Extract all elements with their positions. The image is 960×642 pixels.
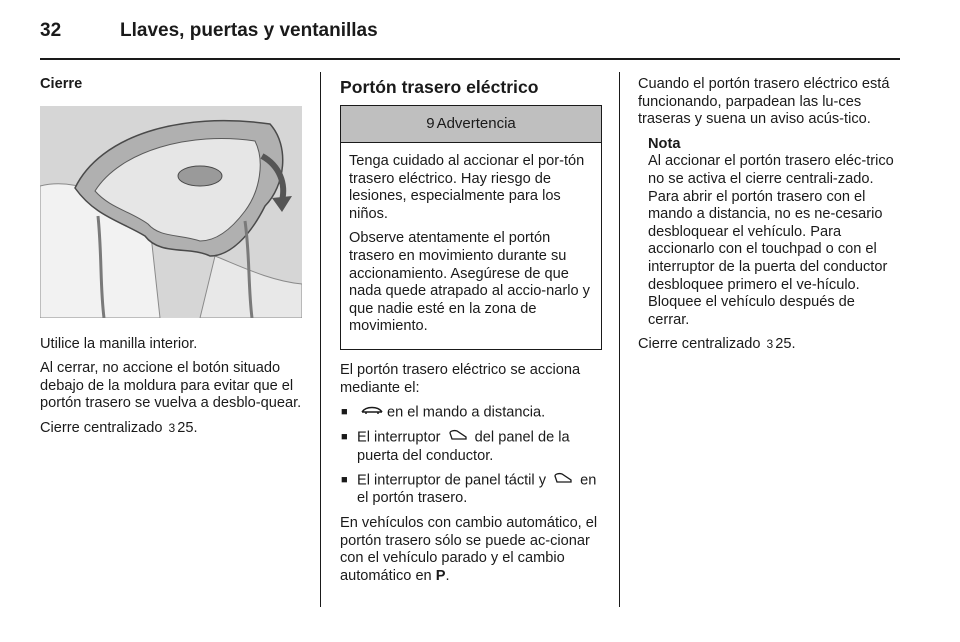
tailgate-switch-icon <box>553 472 573 490</box>
warning-body <box>341 143 601 349</box>
header-rule <box>40 58 900 60</box>
tailgate-interior-handle-illustration <box>40 106 302 318</box>
bullet-icon: ■ <box>341 431 348 444</box>
list-item <box>340 404 602 422</box>
paragraph-text: En vehículos con cambio automático, el portón trasero sólo se puede ac-cionar con el vehículo parado y el cambio automático en <box>340 515 598 584</box>
xref-page: 25. <box>177 419 198 436</box>
paragraph <box>340 515 602 585</box>
note-label: Nota <box>648 135 681 152</box>
tailgate-switch-icon <box>448 429 468 447</box>
list-item-text: El interruptor de panel táctil y <box>357 472 547 489</box>
note-text: Al accionar el portón trasero eléc-trico no se activa el cierre centrali-zado. Para abrir el portón trasero con el mando a distancia, no es ne-cesario desbloquear el vehículo. Para accionarlo con el touchpad o con el interruptor de la puerta del conductor desbloquee primero el ve-hículo. Bloquee el vehículo después de cerrar. <box>648 153 894 328</box>
note-block <box>638 136 900 330</box>
section-heading-cierre: Cierre <box>40 76 83 92</box>
paragraph-end: . <box>445 567 450 584</box>
paragraph: El portón trasero eléctrico se acciona mediante el: <box>340 361 581 396</box>
warning-header <box>341 106 601 143</box>
list-item-text: en el mando a distancia. <box>387 404 546 421</box>
list-item-text: del panel de la puerta del conductor. <box>357 430 570 464</box>
column-3 <box>638 76 900 361</box>
cross-reference <box>638 336 900 354</box>
list-item <box>340 429 602 465</box>
page-title: Llaves, puertas y ventanillas <box>120 20 378 41</box>
bullet-icon: ■ <box>341 406 348 419</box>
warning-title: Advertencia <box>436 115 516 132</box>
warning-paragraph: Tenga cuidado al accionar el por-tón trasero eléctrico. Hay riesgo de lesiones, especialmente para los niños. <box>349 153 585 222</box>
list-item-text: en el portón trasero. <box>357 472 597 507</box>
column-divider <box>320 72 321 607</box>
warning-paragraph: Observe atentamente el portón trasero en movimiento durante su accionamiento. Asegúrese de que nada quede atrapado al accio-narlo y que nadie esté en la zona de movimiento. <box>349 230 590 335</box>
bullet-icon: ■ <box>341 474 348 487</box>
paragraph: Utilice la manilla interior. <box>40 335 198 352</box>
tailgate-remote-icon <box>360 404 384 422</box>
section-heading-porton: Portón trasero eléctrico <box>340 77 539 97</box>
paragraph: Cuando el portón trasero eléctrico está funcionando, parpadean las lu-ces traseras y suena un aviso acús-tico. <box>638 76 890 128</box>
bullet-list <box>340 404 602 508</box>
xref-page: 25. <box>775 336 796 353</box>
column-2 <box>340 76 602 592</box>
xref-arrow-icon: 3 <box>766 337 774 352</box>
column-1 <box>40 76 302 445</box>
warning-box <box>340 105 602 350</box>
warning-triangle-icon: 9 <box>426 115 435 132</box>
paragraph: Al cerrar, no accione el botón situado debajo de la moldura para evitar que el portón trasero se vuelva a desblo-quear. <box>40 360 302 412</box>
list-item-text: El interruptor <box>357 430 441 447</box>
gear-position: P <box>435 567 446 584</box>
page-number: 32 <box>40 20 62 41</box>
xref-arrow-icon: 3 <box>168 420 176 435</box>
list-item <box>340 472 602 508</box>
cross-reference <box>40 420 302 438</box>
xref-text: Cierre centralizado <box>638 336 761 353</box>
xref-text: Cierre centralizado <box>40 419 163 436</box>
column-divider <box>619 72 620 607</box>
